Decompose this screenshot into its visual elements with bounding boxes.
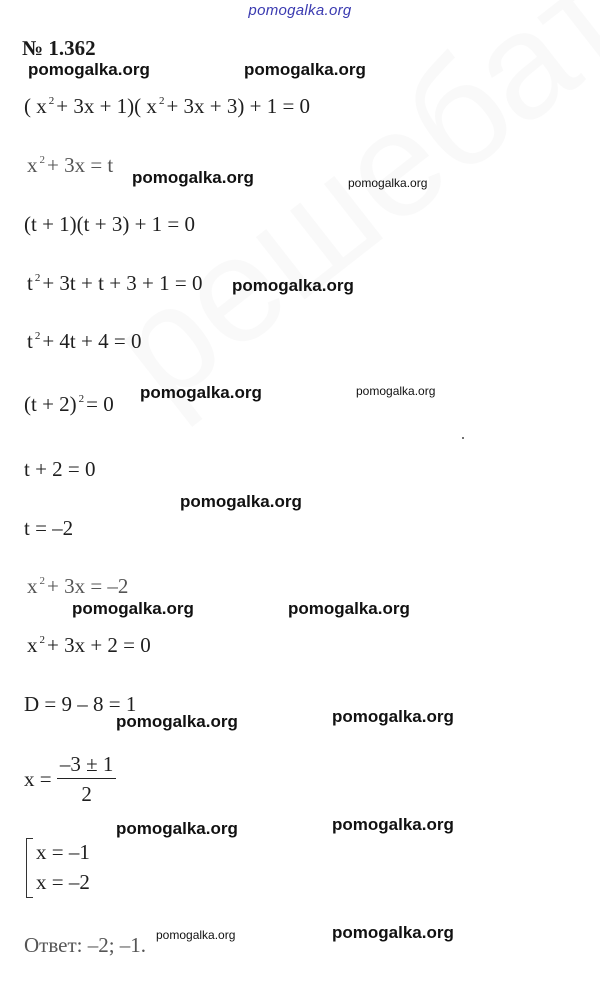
watermark: pomogalka.org [156,928,236,942]
t-value: t = –2 [24,516,74,540]
answer: Ответ: –2; –1. [24,933,147,957]
equation-original: ( x $^2$+ 3x + 1)( x $^2$+ 3x + 3) + 1 = 0 [24,94,311,118]
watermark: pomogalka.org [72,599,194,618]
substitution: x $^2$+ 3x = t [27,153,114,177]
watermark: pomogalka.org [28,60,150,79]
stray-dot [462,437,464,439]
watermark: pomogalka.org [348,176,428,190]
watermark: pomogalka.org [244,60,366,79]
watermark: pomogalka.org [180,492,302,511]
root-1: x = –1 [36,840,90,864]
expanded-equation: t $^2$+ 3t + t + 3 + 1 = 0 [27,271,203,295]
watermark: pomogalka.org [332,923,454,942]
roots-bracket [26,838,33,898]
equation-in-t: (t + 1)(t + 3) + 1 = 0 [24,212,196,236]
fraction-denominator: 2 [81,782,92,806]
watermark: pomogalka.org [356,384,436,398]
simplified-quadratic: t $^2$+ 4t + 4 = 0 [27,329,142,353]
watermark: pomogalka.org [116,819,238,838]
watermark: pomogalka.org [288,599,410,618]
root-2: x = –2 [36,870,90,894]
watermark: pomogalka.org [332,707,454,726]
site-header-link[interactable]: pomogalka.org [248,2,352,19]
problem-number: № 1.362 [22,36,96,60]
watermark: pomogalka.org [140,383,262,402]
discriminant: D = 9 – 8 = 1 [24,692,137,716]
back-substitution: x $^2$+ 3x = –2 [27,574,129,598]
fraction [57,752,117,807]
roots-formula: x = $\frac{-3 \pm 1}{2}$ [24,752,116,807]
linear-equation: t + 2 = 0 [24,457,96,481]
watermark: pomogalka.org [332,815,454,834]
watermark: pomogalka.org [132,168,254,187]
quadratic-in-x: x $^2$+ 3x + 2 = 0 [27,633,151,657]
watermark: pomogalka.org [116,712,238,731]
fraction-numerator: –3 ± 1 [57,752,117,779]
perfect-square: (t + 2) $^2$= 0 [24,392,114,416]
watermark: pomogalka.org [232,276,354,295]
